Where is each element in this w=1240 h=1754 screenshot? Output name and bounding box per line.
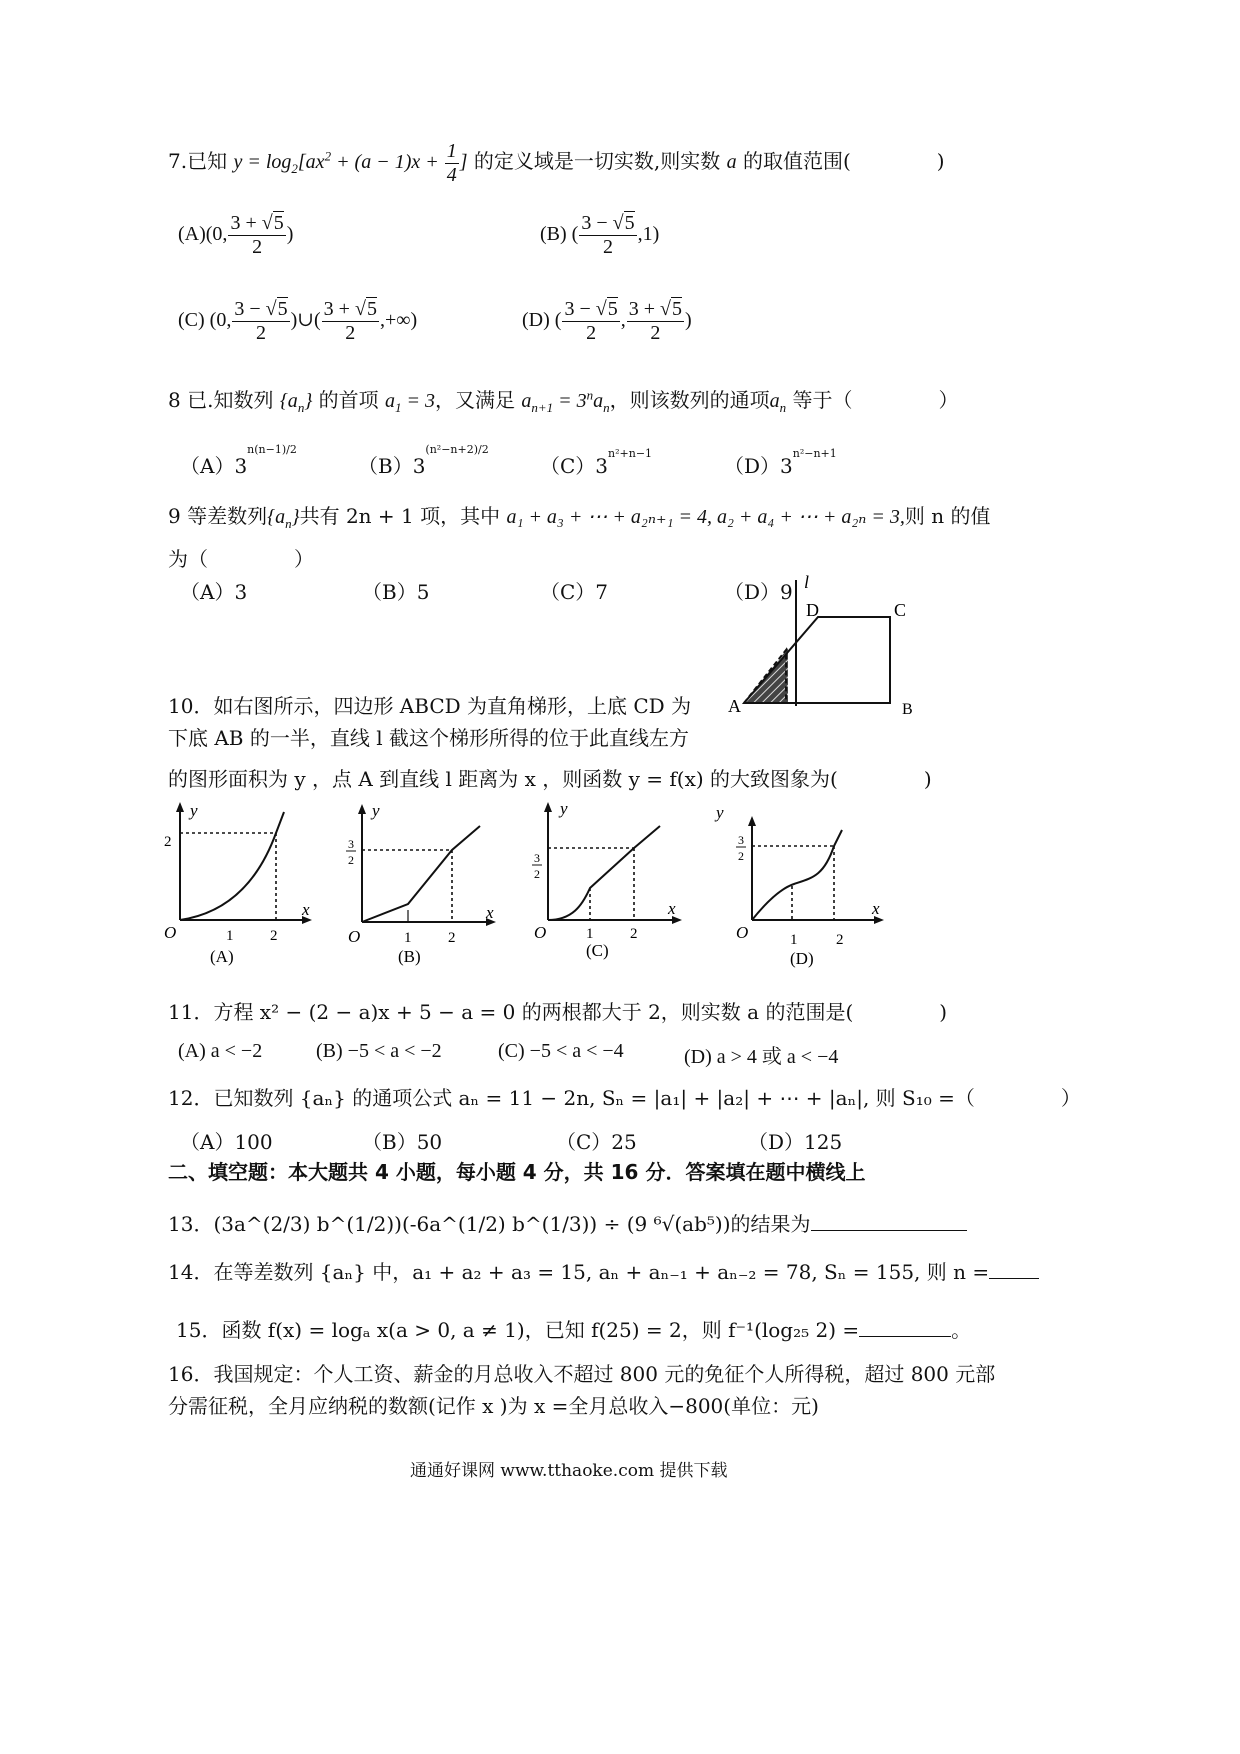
svg-text:O: O (534, 923, 547, 942)
label-d: D (806, 600, 819, 620)
svg-text:(A): (A) (210, 947, 234, 966)
svg-text:2: 2 (630, 926, 638, 942)
q7-option-a: (A)(0, $\frac{3 + √5}{2}$ ) (178, 212, 294, 258)
svg-text:1: 1 (586, 926, 594, 942)
svg-text:2: 2 (348, 853, 354, 867)
svg-text:O: O (348, 927, 361, 946)
question-10-line2: 下底 AB 的一半，直线 l 截这个梯形所得的位于此直线左方 (168, 726, 689, 750)
q8-option-d: $(D)3^{n^2-n+1}$ (724, 447, 837, 478)
curve (180, 812, 284, 920)
graph-a (158, 800, 318, 968)
svg-text:1: 1 (404, 930, 412, 946)
svg-text:x: x (486, 903, 494, 922)
question-7-stem: 7.已知 $y = \log_2[ax^2 + (a - 1)x$ + $\frac{1}{4}$ ] 的定义域是一切实数,则实数 a 的取值范围( ) (168, 140, 945, 186)
svg-text:2: 2 (836, 932, 844, 948)
q9-option-b: （B）5 (362, 580, 430, 604)
q9-option-c: （C）7 (540, 580, 609, 604)
svg-text:y: y (190, 801, 198, 820)
svg-text:x: x (668, 899, 676, 918)
q12-option-a: （A）100 (180, 1130, 273, 1154)
q7-option-c: (C) (0, $\frac{3 - √5}{2}$ )∪( $\frac{3 + √5}{2}$ ,+∞) (178, 298, 418, 344)
q8-option-b: $(B)3^{(n^2-n+2)/2}$ (358, 443, 489, 478)
q11-option-a: (A) a < −2 (178, 1040, 263, 1062)
svg-text:2: 2 (738, 849, 744, 863)
fraction-one-quarter: $\frac{1}{4}$ (446, 140, 457, 186)
svg-text:O: O (164, 923, 177, 942)
section-2-heading: 二、填空题：本大题共 4 小题，每小题 4 分，共 16 分．答案填在题中横线上 (168, 1160, 866, 1184)
q8-option-a: $(A)3^{n(n-1)/2}$ (180, 443, 297, 478)
trapezoid-figure (720, 566, 930, 726)
question-15: 15．函数 f(x) = logₐ x(a > 0, a ≠ 1)，已知 f(25) = 2，则 f⁻¹(log₂₅ 2) = 。 (176, 1318, 972, 1342)
svg-text:x: x (302, 900, 310, 919)
question-9-stem: 9 等差数列$\{a_n\}$共有 2n + 1 项，其中 a₁ + a₃ + ⋯ + a₂ₙ₊₁ = 4, a₂ + a₄ + ⋯ + a₂ₙ = 3,则 n 的值 (168, 504, 991, 531)
svg-text:3: 3 (534, 851, 540, 865)
question-10-line3: 的图形面积为 y ，点 A 到直线 l 距离为 x ，则函数 y = f(x) 的大致图象为( ) (168, 767, 932, 791)
question-11-stem: 11．方程 x² − (2 − a)x + 5 − a = 0 的两根都大于 2，则实数 a 的范围是( ) (168, 1000, 948, 1024)
q11-option-b: (B) −5 < a < −2 (316, 1040, 442, 1062)
svg-text:1: 1 (226, 928, 234, 944)
question-10-line1: 10．如右图所示，四边形 ABCD 为直角梯形，上底 CD 为 (168, 694, 692, 718)
q12-option-d: （D）125 (748, 1130, 843, 1154)
question-13: 13．(3a^(2/3) b^(1/2))(-6a^(1/2) b^(1/3)) ÷ (9 ⁶√(ab⁵))的结果为 (168, 1208, 967, 1237)
q11-option-c: (C) −5 < a < −4 (498, 1040, 624, 1062)
svg-text:x: x (872, 899, 880, 918)
svg-text:2: 2 (164, 834, 172, 850)
graph-b (340, 800, 510, 968)
label-a: A (728, 696, 741, 716)
svg-text:3: 3 (348, 837, 354, 851)
q7-option-d: (D) ( $\frac{3 - √5}{2}$ , $\frac{3 + √5}{2}$ ) (522, 298, 692, 344)
svg-text:2: 2 (270, 928, 278, 944)
svg-text:y: y (372, 801, 380, 820)
q9-option-d: （D）9 (724, 580, 793, 604)
question-16-line1: 16．我国规定：个人工资、薪金的月总收入不超过 800 元的免征个人所得税，超过 800 元部 (168, 1362, 996, 1386)
svg-text:2: 2 (448, 930, 456, 946)
graph-c (528, 796, 698, 964)
question-14: 14．在等差数列 {aₙ} 中，a₁ + a₂ + a₃ = 15, aₙ + aₙ₋₁ + aₙ₋₂ = 78, Sₙ = 155, 则 n = (168, 1256, 1039, 1285)
graph-d (712, 800, 892, 972)
q8-option-c: $(C)3^{n^2+n-1}$ (540, 447, 653, 478)
label-c: C (894, 600, 907, 620)
q7-option-b: (B) ( $\frac{3 - √5}{2}$ ,1) (540, 212, 660, 258)
page-footer: 通通好课网 www.tthaoke.com 提供下载 (410, 1461, 728, 1481)
svg-text:3: 3 (738, 833, 744, 847)
q9-option-a: （A）3 (180, 580, 248, 604)
svg-text:2: 2 (534, 867, 540, 881)
curve (362, 826, 480, 922)
svg-text:(B): (B) (398, 947, 421, 966)
question-12-stem: 12．已知数列 {aₙ} 的通项公式 aₙ = 11 − 2n, Sₙ = |a₁| + |a₂| + ⋯ + |aₙ|, 则 S₁₀ =（ ） (168, 1086, 1081, 1110)
q12-option-b: （B）50 (362, 1130, 443, 1154)
question-8-stem: 8 已.知数列 $\{a_n\}$ 的首项 $a_1 = 3$，又满足 $a_{n+1} = 3^na_n$，则该数列的通项$a_n$ 等于（ ） (168, 387, 959, 415)
svg-text:y: y (716, 803, 724, 822)
svg-text:y: y (560, 799, 568, 818)
svg-text:(C): (C) (586, 941, 609, 960)
question-9-line2: 为（ ） (168, 547, 314, 571)
label-l: l (804, 572, 810, 592)
q11-option-d: (D) a > 4 或 a < −4 (684, 1046, 839, 1068)
curve (548, 826, 660, 920)
question-16-line2: 分需征税，全月应纳税的数额(记作 x )为 x =全月总收入−800(单位：元) (168, 1394, 819, 1418)
curve (752, 830, 842, 920)
label-b: B (902, 701, 913, 718)
q12-option-c: （C）25 (556, 1130, 637, 1154)
svg-text:1: 1 (790, 932, 798, 948)
svg-text:O: O (736, 923, 749, 942)
svg-text:(D): (D) (790, 949, 814, 968)
